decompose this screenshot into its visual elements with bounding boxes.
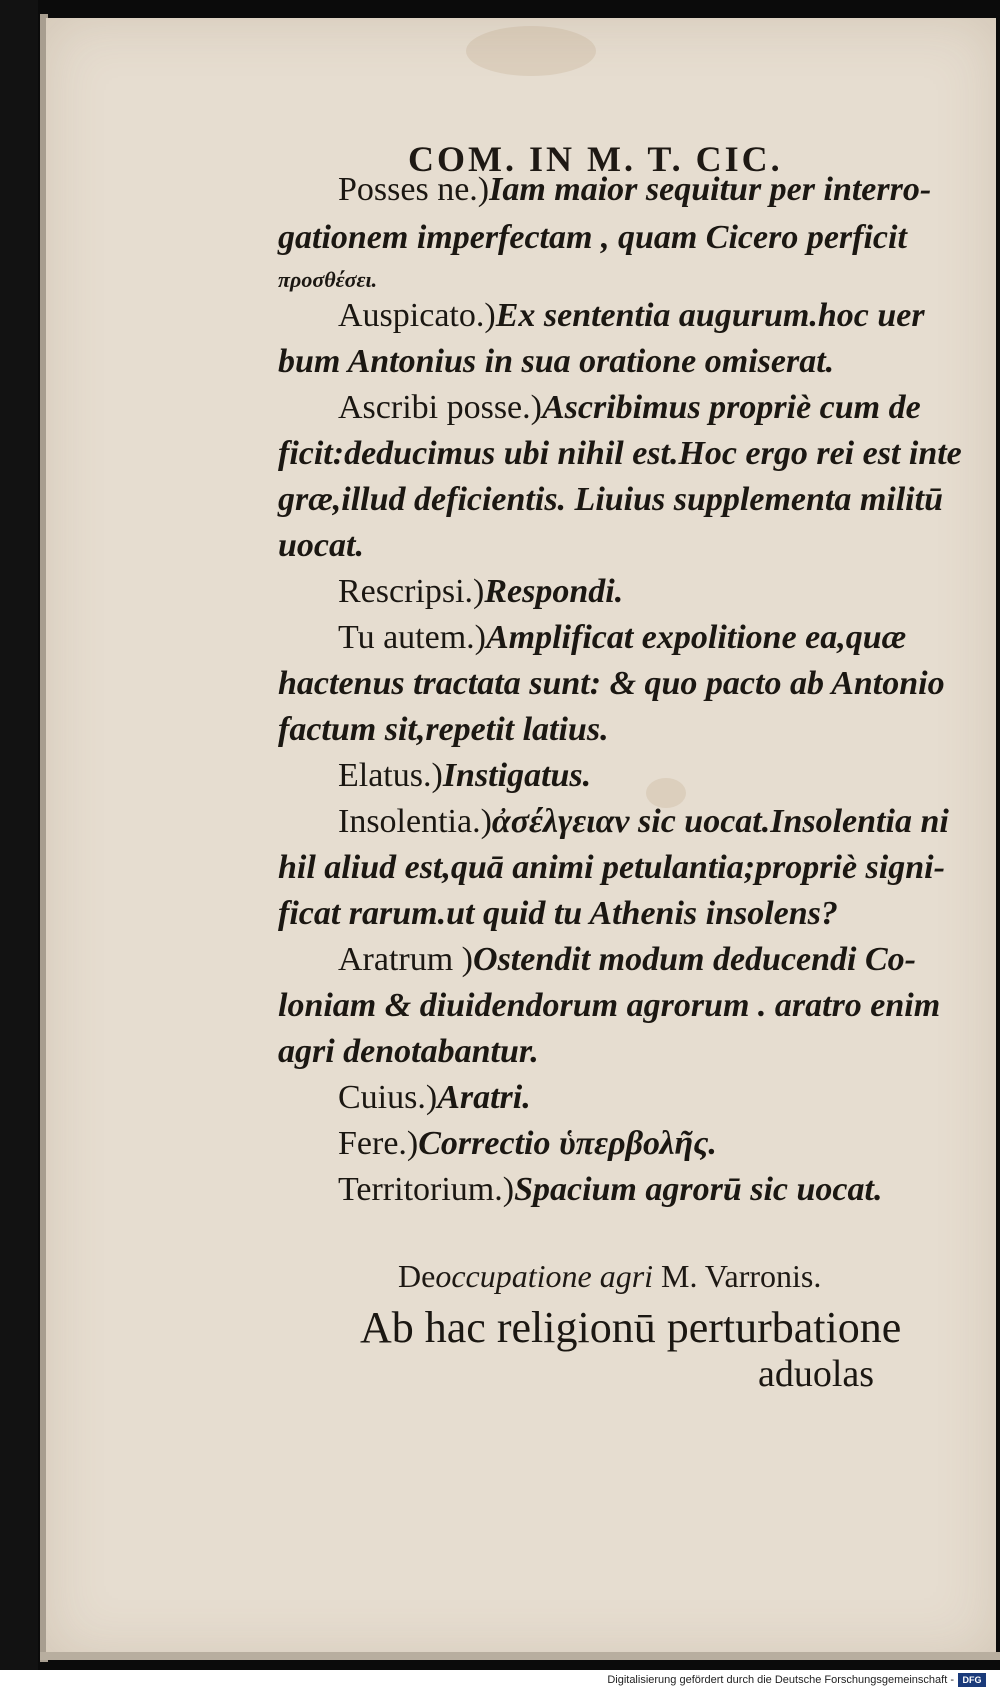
- text-line: [278, 894, 838, 934]
- footer-credit: Digitalisierung gefördert durch die Deutsche Forschungsgemeinschaft -: [607, 1674, 954, 1686]
- text-line: [278, 260, 377, 300]
- text-line: [338, 618, 906, 658]
- gloss: Ostendit modum deducendi Co-: [473, 941, 916, 978]
- gloss: bum Antonius in sua oratione omiserat.: [278, 343, 835, 380]
- section-heading-prefix: De: [398, 1258, 436, 1294]
- catchline-second: aduolas: [758, 1353, 875, 1395]
- text-line: [338, 388, 921, 428]
- text-line: [278, 986, 940, 1026]
- lemma: Rescripsi.): [338, 573, 485, 610]
- lemma: Ascribi posse.): [338, 389, 542, 426]
- gloss: Respondi.: [484, 573, 624, 610]
- gloss: græ,illud deficientis. Liuius supplementa militū: [278, 481, 943, 518]
- gloss: Iam maior sequitur per interro-: [489, 171, 932, 208]
- lemma: Elatus.): [338, 757, 443, 794]
- text-line: [338, 1124, 717, 1164]
- text-line: [338, 572, 623, 612]
- catchline-first: Ab hac religionū perturbatione: [360, 1303, 902, 1352]
- text-line: [338, 1170, 882, 1210]
- text-line: [338, 756, 591, 796]
- gloss: agri denotabantur.: [278, 1033, 539, 1070]
- gloss: Correctio ὑπερβολῆς.: [418, 1125, 717, 1162]
- gloss: gationem imperfectam , quam Cicero perficit: [278, 219, 907, 256]
- section-heading-italic: occupatione agri: [435, 1258, 654, 1294]
- gloss: hactenus tractata sunt: & quo pacto ab Antonio: [278, 665, 945, 702]
- page-bottom-edge: [40, 1652, 1000, 1660]
- lemma: Aratrum ): [338, 941, 474, 978]
- gloss: Aratri.: [437, 1079, 531, 1116]
- lemma: Auspicato.): [338, 297, 496, 334]
- text-line: [338, 170, 931, 210]
- text-line: [278, 848, 945, 888]
- lemma: Insolentia.): [338, 803, 492, 840]
- gloss: προσθέσει.: [278, 267, 378, 292]
- text-line: [338, 802, 949, 842]
- lemma: Fere.): [338, 1125, 419, 1162]
- text-line: [278, 664, 945, 704]
- lemma: Tu autem.): [338, 619, 486, 656]
- gloss: Amplificat expolitione ea,quæ: [485, 619, 907, 656]
- dfg-logo-icon: DFG: [958, 1673, 986, 1687]
- gloss: hil aliud est,quā animi petulantia;propriè signi-: [278, 849, 945, 886]
- gloss: ἀσέλγειαν sic uocat.Insolentia ni: [491, 803, 949, 840]
- lemma: Cuius.): [338, 1079, 438, 1116]
- lemma: Territorium.): [338, 1171, 515, 1208]
- gloss: loniam & diuidendorum agrorum . aratro enim: [278, 987, 941, 1024]
- text-line: [278, 526, 364, 566]
- text-line: [278, 710, 609, 750]
- gloss: ficit:deducimus ubi nihil est.Hoc ergo rei est inte: [278, 435, 962, 472]
- text-line: [338, 296, 925, 336]
- text-line: [338, 1078, 531, 1118]
- gloss: factum sit,repetit latius.: [278, 711, 609, 748]
- section-heading: [398, 1258, 821, 1295]
- text-line: [278, 480, 943, 520]
- gloss: Ascribimus propriè cum de: [541, 389, 921, 426]
- digitization-footer: [0, 1670, 1000, 1692]
- gloss: Instigatus.: [442, 757, 592, 794]
- text-line: [278, 218, 907, 258]
- gloss: uocat.: [278, 527, 364, 564]
- section-heading-suffix: M. Varronis.: [661, 1258, 822, 1294]
- page-stain: [466, 26, 596, 76]
- text-line: [278, 1032, 539, 1072]
- gloss: ficat rarum.ut quid tu Athenis insolens?: [278, 895, 838, 932]
- text-line: [278, 342, 834, 382]
- gloss: Spacium agrorū sic uocat.: [514, 1171, 883, 1208]
- running-head: COM. IN M. T. CIC.: [408, 139, 783, 179]
- lemma: Posses ne.): [338, 171, 490, 208]
- scan-left-margin: [0, 0, 38, 1670]
- text-line: [278, 434, 962, 474]
- text-line: [338, 940, 916, 980]
- gloss: Ex sententia augurum.hoc uer: [495, 297, 925, 334]
